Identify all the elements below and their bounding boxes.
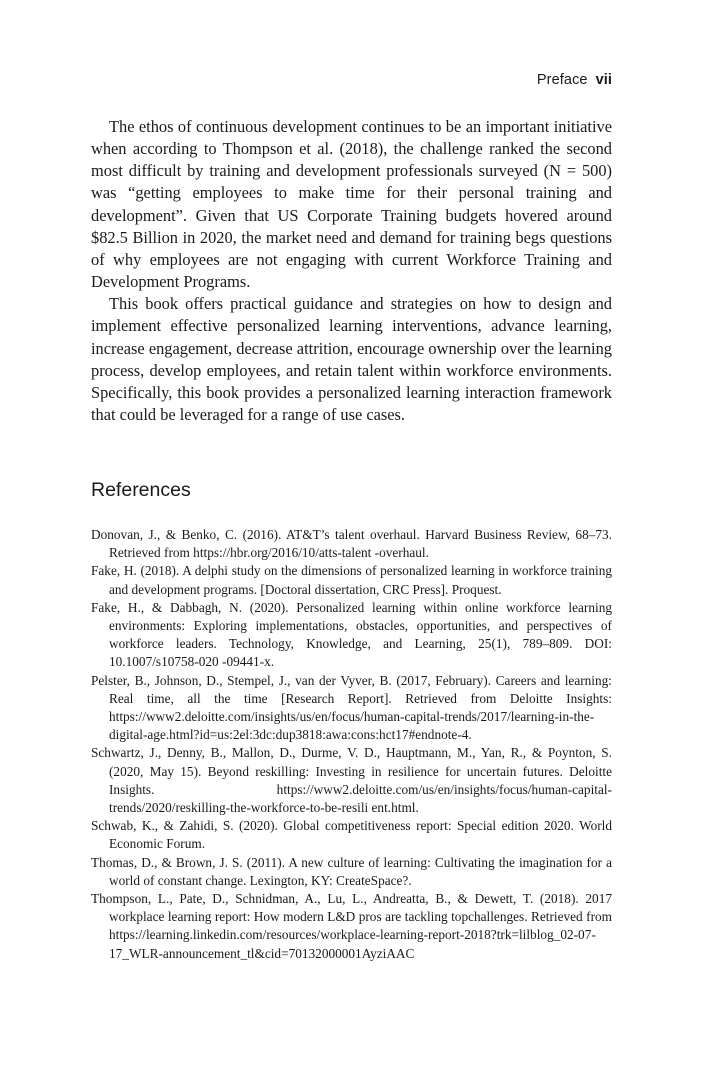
running-head bbox=[537, 72, 612, 88]
reference-item: Schwartz, J., Denny, B., Mallon, D., Durme, V. D., Hauptmann, M., Yan, R., & Poynton, S. (2020, May 15). Beyond reskilling: Investing in resilience for uncertain futures. Deloitte Insights. https://www2.deloitte.com/us/en/insights/focus/human-capital-trends/2020/reskilling-the-workforce-to-be-resili ent.html. bbox=[91, 745, 612, 816]
reference-item: Fake, H. (2018). A delphi study on the dimensions of personalized learning in workforce training and development programs. [Doctoral dissertation, CRC Press]. Proquest. bbox=[91, 563, 612, 597]
reference-item: Thompson, L., Pate, D., Schnidman, A., Lu, L., Andreatta, B., & Dewett, T. (2018). 2017 workplace learning report: How modern L&D pros are tackling topchallenges. Retrieved from https://learning.linkedin.com/resources/workplace-learning-report-2018?trk=lilblog_02-07-17_WLR-announcement_tl&cid=70132000001AyziAAC bbox=[91, 891, 612, 961]
reference-list bbox=[91, 526, 612, 963]
reference-item: Thomas, D., & Brown, J. S. (2011). A new culture of learning: Cultivating the imagination for a world of constant change. Lexington, KY: CreateSpace?. bbox=[91, 854, 612, 888]
preface-body bbox=[91, 116, 612, 426]
reference-item: Pelster, B., Johnson, D., Stempel, J., van der Vyver, B. (2017, February). Careers and learning: Real time, all the time [Research Report]. Retrieved from Deloitte Insights: https://www2.deloitte.com/insights/us/en/focus/human-capital-trends/2017/learning-in-the-digital-age.html?id=us:2el:3dc:dup3818:awa:cons:hct17#endnote-4. bbox=[91, 672, 612, 743]
reference-item: Fake, H., & Dabbagh, N. (2020). Personalized learning within online workforce learning environments: Exploring implementations, obstacles, opportunities, and perspectives of workforce leaders. Technology, Knowledge, and Learning, 25(1), 789–809. DOI: 10.1007/s10758-020 -09441-x. bbox=[91, 599, 612, 670]
reference-item: Donovan, J., & Benko, C. (2016). AT&T’s talent overhaul. Harvard Business Review, 68–73. Retrieved from https://hbr.org/2016/10/atts-talent -overhaul. bbox=[91, 527, 612, 561]
running-title: Preface bbox=[536, 72, 588, 88]
page-number: vii bbox=[595, 72, 612, 88]
paragraph: This book offers practical guidance and strategies on how to design and implement effective personalized learning interventions, advance learning, increase engagement, decrease attrition, encourage ownership over the learning process, develop employees, and retain talent within workforce environments. Specifically, this book provides a personalized learning interaction framework that could be leveraged for a range of use cases. bbox=[91, 294, 612, 425]
paragraph: The ethos of continuous development continues to be an important initiative when according to Thompson et al. (2018), the challenge ranked the second most difficult by training and development professionals surveyed (N = 500) was “getting employees to make time for their personal training and development”. Given that US Corporate Training budgets hovered around $82.5 Billion in 2020, the market need and demand for training begs questions of why employees are not engaging with current Workforce Training and Development Programs. bbox=[91, 117, 612, 292]
reference-item: Schwab, K., & Zahidi, S. (2020). Global competitiveness report: Special edition 2020. World Economic Forum. bbox=[91, 818, 612, 852]
references-heading: References bbox=[91, 479, 191, 501]
